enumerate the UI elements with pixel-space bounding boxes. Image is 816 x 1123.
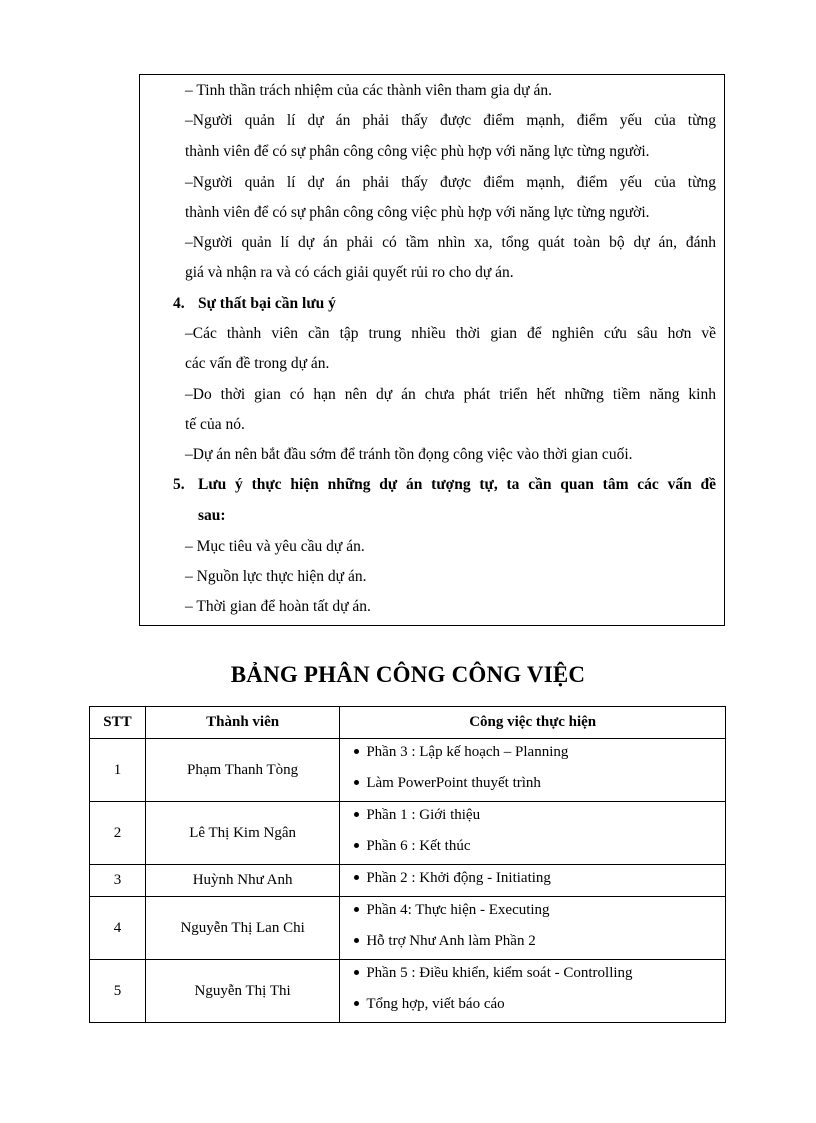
- task-item: Phần 1 : Giới thiệu: [354, 802, 725, 833]
- bullet-icon: [354, 812, 359, 817]
- table-row: [90, 897, 726, 960]
- row-stt: 2: [90, 802, 146, 865]
- header-member: Thành viên: [145, 707, 339, 739]
- row-member: Lê Thị Kim Ngân: [145, 802, 339, 865]
- task-item: Phần 2 : Khởi động - Initiating: [354, 865, 725, 896]
- row-tasks: [340, 865, 726, 897]
- section-5-number: 5.: [173, 476, 185, 493]
- text-line: –Người quản lí dự án phải có tầm nhìn xa, tổng quát toàn bộ dự án, đánh: [185, 234, 716, 251]
- row-stt: 5: [90, 960, 146, 1023]
- bullet-icon: [354, 907, 359, 912]
- row-member: Nguyễn Thị Lan Chi: [145, 897, 339, 960]
- text-line: các vấn đề trong dự án.: [185, 355, 330, 372]
- text-line: tế của nó.: [185, 416, 245, 433]
- bullet-icon: [354, 1001, 359, 1006]
- text-line: –Người quản lí dự án phải thấy được điểm mạnh, điểm yếu của từng: [185, 174, 716, 191]
- text-line: – Mục tiêu và yêu cầu dự án.: [185, 538, 365, 555]
- table-row: [90, 960, 726, 1023]
- task-item: Làm PowerPoint thuyết trình: [354, 770, 725, 801]
- row-stt: 4: [90, 897, 146, 960]
- section-4-number: 4.: [173, 295, 185, 312]
- text-line: –Do thời gian có hạn nên dự án chưa phát triển hết những tiềm năng kinh: [185, 386, 716, 403]
- bullet-icon: [354, 875, 359, 880]
- text-line: – Thời gian để hoàn tất dự án.: [185, 598, 371, 615]
- table-row: [90, 865, 726, 897]
- task-item: Tổng hợp, viết báo cáo: [354, 991, 725, 1022]
- table-header-row: [90, 707, 726, 739]
- header-stt: STT: [90, 707, 146, 739]
- text-line: giá và nhận ra và có cách giải quyết rủi ro cho dự án.: [185, 264, 514, 281]
- bullet-icon: [354, 843, 359, 848]
- row-member: Huỳnh Như Anh: [145, 865, 339, 897]
- section-5-heading: Lưu ý thực hiện những dự án tượng tự, ta cần quan tâm các vấn đề: [198, 476, 716, 493]
- row-member: Phạm Thanh Tòng: [145, 739, 339, 802]
- row-tasks: [340, 802, 726, 865]
- section-4-heading: Sự thất bại cần lưu ý: [198, 295, 336, 312]
- conclusion-box: [139, 74, 725, 626]
- row-tasks: [340, 739, 726, 802]
- row-tasks: [340, 897, 726, 960]
- row-member: Nguyễn Thị Thi: [145, 960, 339, 1023]
- bullet-icon: [354, 780, 359, 785]
- text-line: –Người quản lí dự án phải thấy được điểm mạnh, điểm yếu của từng: [185, 112, 716, 129]
- assignment-table: [89, 706, 726, 1023]
- section-5-heading-cont: sau:: [198, 507, 226, 524]
- task-item: Phần 6 : Kết thúc: [354, 833, 725, 864]
- text-line: – Tinh thần trách nhiệm của các thành viên tham gia dự án.: [185, 82, 552, 99]
- task-item: Hỗ trợ Như Anh làm Phần 2: [354, 928, 725, 959]
- header-tasks: Công việc thực hiện: [340, 707, 726, 739]
- assignment-title: BẢNG PHÂN CÔNG CÔNG VIỆC: [230, 662, 586, 687]
- task-item: Phần 3 : Lập kế hoạch – Planning: [354, 739, 725, 770]
- bullet-icon: [354, 749, 359, 754]
- text-line: – Nguồn lực thực hiện dự án.: [185, 568, 367, 585]
- text-line: –Các thành viên cần tập trung nhiều thời gian để nghiên cứu sâu hơn về: [185, 325, 716, 342]
- task-item: Phần 5 : Điều khiển, kiểm soát - Controlling: [354, 960, 725, 991]
- row-stt: 3: [90, 865, 146, 897]
- text-line: thành viên để có sự phân công công việc phù hợp với năng lực từng người.: [185, 204, 650, 221]
- bullet-icon: [354, 970, 359, 975]
- table-row: [90, 739, 726, 802]
- text-line: –Dự án nên bắt đầu sớm để tránh tồn đọng công việc vào thời gian cuối.: [185, 446, 633, 463]
- task-item: Phần 4: Thực hiện - Executing: [354, 897, 725, 928]
- bullet-icon: [354, 938, 359, 943]
- table-row: [90, 802, 726, 865]
- row-stt: 1: [90, 739, 146, 802]
- text-line: thành viên để có sự phân công công việc phù hợp với năng lực từng người.: [185, 143, 650, 160]
- row-tasks: [340, 960, 726, 1023]
